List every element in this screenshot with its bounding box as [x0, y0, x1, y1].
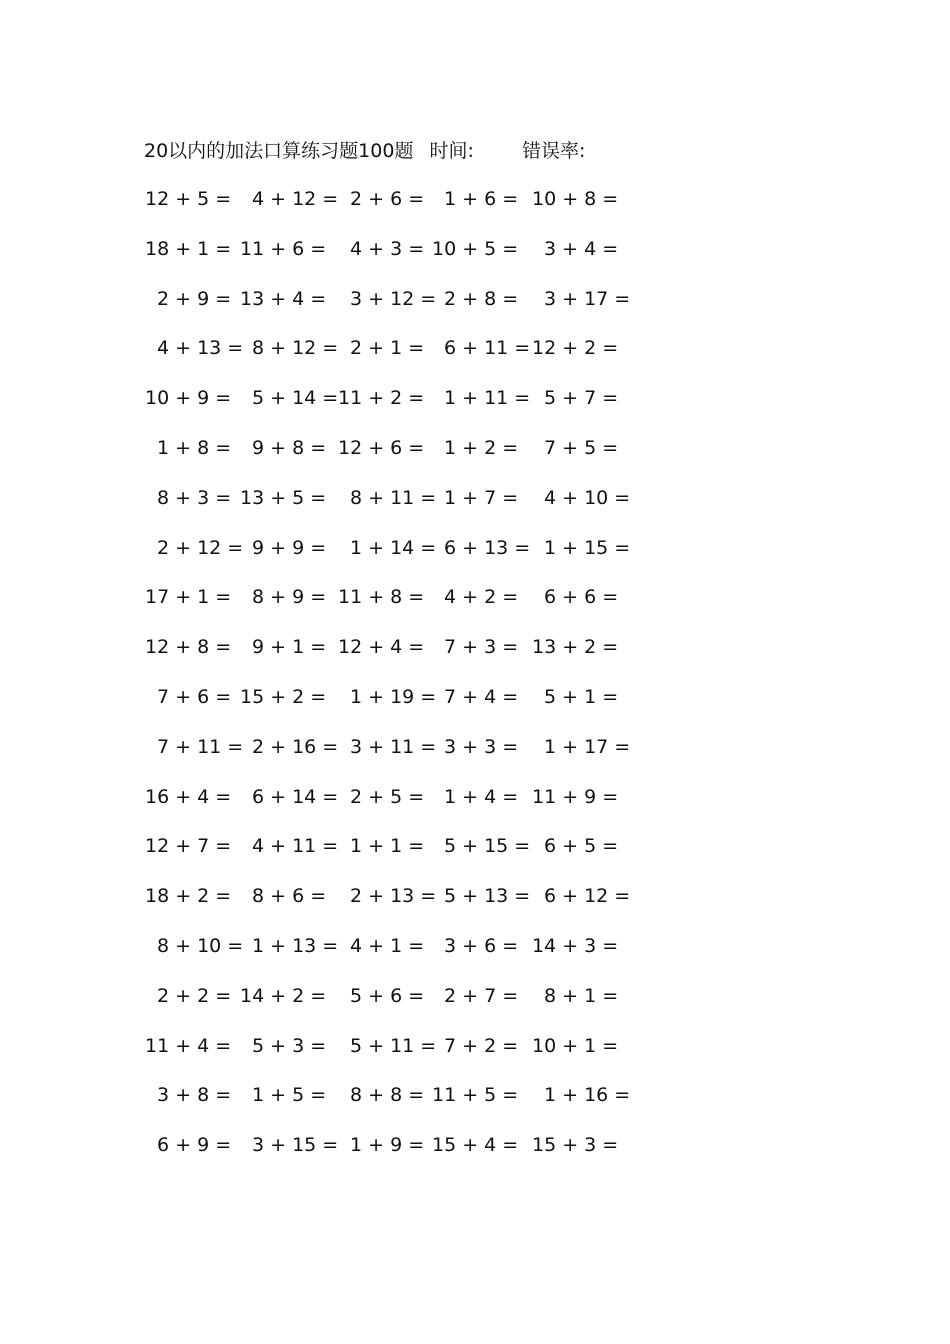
- problem-r4-c1: 4 + 13 =: [157, 337, 244, 359]
- problem-r10-c5: 13 + 2 =: [532, 636, 619, 658]
- problem-r16-c5: 14 + 3 =: [532, 935, 619, 957]
- worksheet-header: [144, 137, 585, 165]
- problem-r14-c5: 6 + 5 =: [544, 835, 619, 857]
- problem-r18-c3: 5 + 11 =: [350, 1035, 437, 1057]
- error-rate-label: 错误率:: [521, 140, 586, 162]
- problem-r17-c1: 2 + 2 =: [157, 985, 232, 1007]
- problem-r17-c4: 2 + 7 =: [444, 985, 519, 1007]
- problem-r6-c4: 1 + 2 =: [444, 437, 519, 459]
- problem-r15-c5: 6 + 12 =: [544, 885, 631, 907]
- problem-r6-c3: 12 + 6 =: [338, 437, 425, 459]
- problem-r4-c4: 6 + 11 =: [444, 337, 531, 359]
- problem-r8-c3: 1 + 14 =: [350, 537, 437, 559]
- problem-r8-c5: 1 + 15 =: [544, 537, 631, 559]
- problem-r10-c3: 12 + 4 =: [338, 636, 425, 658]
- problem-r9-c1: 17 + 1 =: [145, 586, 232, 608]
- problem-r2-c3: 4 + 3 =: [350, 238, 425, 260]
- problem-r7-c4: 1 + 7 =: [444, 487, 519, 509]
- problem-r11-c3: 1 + 19 =: [350, 686, 437, 708]
- problem-r12-c1: 7 + 11 =: [157, 736, 244, 758]
- problem-r10-c4: 7 + 3 =: [444, 636, 519, 658]
- problem-r20-c1: 6 + 9 =: [157, 1134, 232, 1156]
- problem-r2-c2: 11 + 6 =: [240, 238, 327, 260]
- problem-r2-c1: 18 + 1 =: [145, 238, 232, 260]
- problem-r9-c3: 11 + 8 =: [338, 586, 425, 608]
- problem-r9-c4: 4 + 2 =: [444, 586, 519, 608]
- problem-r19-c5: 1 + 16 =: [544, 1084, 631, 1106]
- problem-r10-c2: 9 + 1 =: [252, 636, 327, 658]
- problem-r16-c1: 8 + 10 =: [157, 935, 244, 957]
- problem-r6-c2: 9 + 8 =: [252, 437, 327, 459]
- problem-r13-c3: 2 + 5 =: [350, 786, 425, 808]
- problem-r12-c5: 1 + 17 =: [544, 736, 631, 758]
- problem-r16-c2: 1 + 13 =: [252, 935, 339, 957]
- problem-r3-c4: 2 + 8 =: [444, 288, 519, 310]
- problem-r8-c2: 9 + 9 =: [252, 537, 327, 559]
- problem-r11-c2: 15 + 2 =: [240, 686, 327, 708]
- problem-r8-c4: 6 + 13 =: [444, 537, 531, 559]
- problem-r5-c3: 11 + 2 =: [338, 387, 425, 409]
- problem-r3-c1: 2 + 9 =: [157, 288, 232, 310]
- problem-r2-c4: 10 + 5 =: [432, 238, 519, 260]
- problem-r1-c3: 2 + 6 =: [350, 188, 425, 210]
- problem-r12-c4: 3 + 3 =: [444, 736, 519, 758]
- problem-r6-c5: 7 + 5 =: [544, 437, 619, 459]
- problem-r15-c2: 8 + 6 =: [252, 885, 327, 907]
- problem-r12-c2: 2 + 16 =: [252, 736, 339, 758]
- problem-r4-c3: 2 + 1 =: [350, 337, 425, 359]
- problem-r15-c1: 18 + 2 =: [145, 885, 232, 907]
- problem-r20-c3: 1 + 9 =: [350, 1134, 425, 1156]
- problem-r20-c2: 3 + 15 =: [252, 1134, 339, 1156]
- problem-r7-c3: 8 + 11 =: [350, 487, 437, 509]
- problem-r17-c2: 14 + 2 =: [240, 985, 327, 1007]
- problem-r5-c4: 1 + 11 =: [444, 387, 531, 409]
- problem-r3-c2: 13 + 4 =: [240, 288, 327, 310]
- problem-r1-c2: 4 + 12 =: [252, 188, 339, 210]
- problem-r14-c3: 1 + 1 =: [350, 835, 425, 857]
- problem-r16-c3: 4 + 1 =: [350, 935, 425, 957]
- problem-r7-c2: 13 + 5 =: [240, 487, 327, 509]
- problem-r10-c1: 12 + 8 =: [145, 636, 232, 658]
- problem-r11-c4: 7 + 4 =: [444, 686, 519, 708]
- problem-r1-c4: 1 + 6 =: [444, 188, 519, 210]
- problem-r17-c5: 8 + 1 =: [544, 985, 619, 1007]
- problem-r5-c1: 10 + 9 =: [145, 387, 232, 409]
- problem-r6-c1: 1 + 8 =: [157, 437, 232, 459]
- problem-r17-c3: 5 + 6 =: [350, 985, 425, 1007]
- problem-r14-c4: 5 + 15 =: [444, 835, 531, 857]
- problem-r1-c5: 10 + 8 =: [532, 188, 619, 210]
- problem-r5-c5: 5 + 7 =: [544, 387, 619, 409]
- problem-r15-c3: 2 + 13 =: [350, 885, 437, 907]
- problem-r12-c3: 3 + 11 =: [350, 736, 437, 758]
- problem-r7-c5: 4 + 10 =: [544, 487, 631, 509]
- problem-r3-c5: 3 + 17 =: [544, 288, 631, 310]
- problem-r11-c5: 5 + 1 =: [544, 686, 619, 708]
- problem-r18-c1: 11 + 4 =: [145, 1035, 232, 1057]
- problem-r14-c1: 12 + 7 =: [145, 835, 232, 857]
- problem-r19-c1: 3 + 8 =: [157, 1084, 232, 1106]
- problem-r13-c1: 16 + 4 =: [145, 786, 232, 808]
- problem-r18-c5: 10 + 1 =: [532, 1035, 619, 1057]
- problem-r9-c2: 8 + 9 =: [252, 586, 327, 608]
- problem-r4-c5: 12 + 2 =: [532, 337, 619, 359]
- problem-r20-c5: 15 + 3 =: [532, 1134, 619, 1156]
- problem-r20-c4: 15 + 4 =: [432, 1134, 519, 1156]
- problem-r16-c4: 3 + 6 =: [444, 935, 519, 957]
- problem-r14-c2: 4 + 11 =: [252, 835, 339, 857]
- problem-r18-c4: 7 + 2 =: [444, 1035, 519, 1057]
- problem-r8-c1: 2 + 12 =: [157, 537, 244, 559]
- page-title: 20以内的加法口算练习题100题: [144, 140, 414, 162]
- problem-r5-c2: 5 + 14 =: [252, 387, 339, 409]
- problem-r9-c5: 6 + 6 =: [544, 586, 619, 608]
- problem-r1-c1: 12 + 5 =: [145, 188, 232, 210]
- problem-r13-c2: 6 + 14 =: [252, 786, 339, 808]
- problem-r2-c5: 3 + 4 =: [544, 238, 619, 260]
- problem-r15-c4: 5 + 13 =: [444, 885, 531, 907]
- problem-r3-c3: 3 + 12 =: [350, 288, 437, 310]
- problem-r19-c4: 11 + 5 =: [432, 1084, 519, 1106]
- problem-r18-c2: 5 + 3 =: [252, 1035, 327, 1057]
- problem-r7-c1: 8 + 3 =: [157, 487, 232, 509]
- problem-r13-c4: 1 + 4 =: [444, 786, 519, 808]
- problem-r19-c2: 1 + 5 =: [252, 1084, 327, 1106]
- problem-r13-c5: 11 + 9 =: [532, 786, 619, 808]
- problem-r11-c1: 7 + 6 =: [157, 686, 232, 708]
- problem-r4-c2: 8 + 12 =: [252, 337, 339, 359]
- time-label: 时间:: [429, 140, 474, 162]
- problem-r19-c3: 8 + 8 =: [350, 1084, 425, 1106]
